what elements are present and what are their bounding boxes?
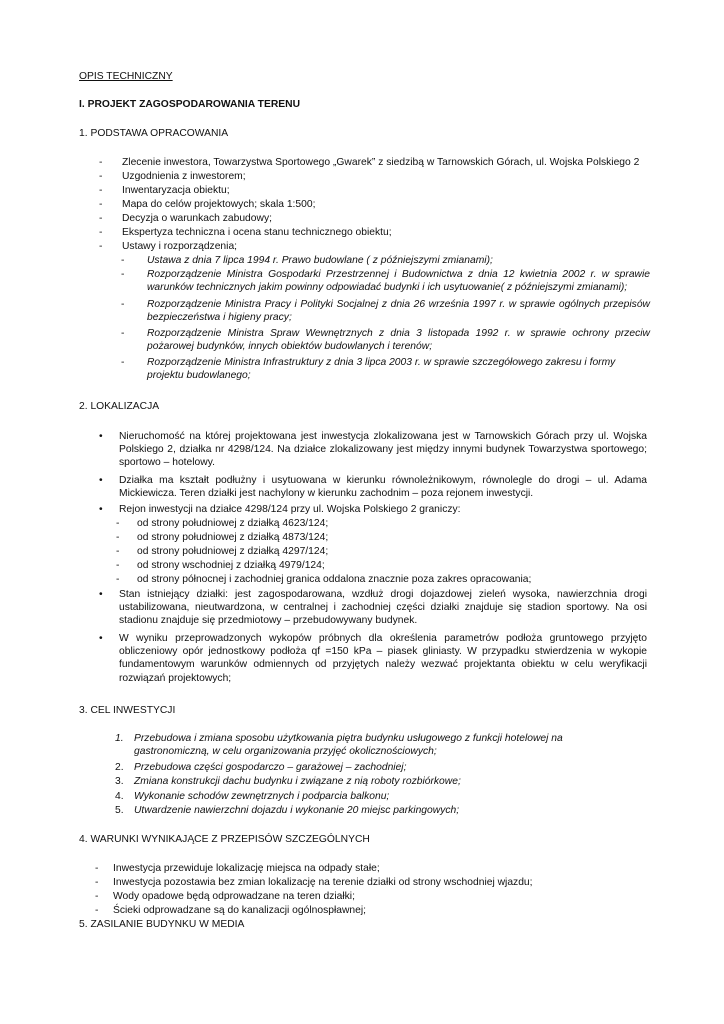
list-item-text: Inwentaryzacja obiektu; — [122, 185, 230, 196]
item-number: 3. — [115, 776, 124, 787]
section-1-heading: 1. PODSTAWA OPRACOWANIA — [79, 128, 229, 139]
dash-marker: - — [116, 518, 120, 529]
part-title: I. PROJEKT ZAGOSPODAROWANIA TERENU — [79, 99, 301, 110]
border-item-text: od strony wschodniej z działką 4979/124; — [137, 560, 325, 571]
dash-marker: - — [121, 357, 125, 368]
item-number: 1. — [115, 733, 124, 744]
border-item-text: od strony południowej z działką 4623/124; — [137, 518, 329, 529]
dash-marker: - — [116, 532, 120, 543]
list-item-text: Ustawa z dnia 7 lipca 1994 r. Prawo budowlane ( z późniejszymi zmianami); — [147, 255, 493, 266]
list-item-text: Uzgodnienia z inwestorem; — [122, 171, 246, 182]
list-item-text: Ścieki odprowadzane są do kanalizacji ogólnospławnej; — [113, 905, 367, 916]
border-item-text: od strony południowej z działką 4297/124; — [137, 546, 329, 557]
dash-marker: - — [116, 560, 120, 571]
list-item-text: Przebudowa i zmiana sposobu użytkowania piętra budynku usługowego z funkcji hotelowej na gastronomiczną, w celu organizowania przyjęć okolicznościowych; — [134, 733, 563, 758]
section-3-heading: 3. CEL INWESTYCJI — [79, 705, 176, 716]
dash-marker: - — [95, 905, 99, 916]
dash-marker: - — [121, 299, 125, 310]
list-item-text: Rozporządzenie Ministra Pracy i Polityki Socjalnej z dnia 26 września 1997 r. w sprawie ogólnych przepisów bezpieczeństwa i higieny pracy; — [147, 299, 650, 324]
bullet-marker: • — [99, 475, 103, 486]
dash-marker: - — [99, 185, 103, 196]
dash-marker: - — [99, 171, 103, 182]
dash-marker: - — [95, 891, 99, 902]
list-item-text: Przebudowa części gospodarczo – garażowej – zachodniej; — [134, 762, 407, 773]
section-2-heading: 2. LOKALIZACJA — [79, 401, 160, 412]
list-item-text: Inwestycja przewiduje lokalizację miejsca na odpady stałe; — [113, 863, 380, 874]
dash-marker: - — [121, 255, 125, 266]
item-number: 2. — [115, 762, 124, 773]
dash-marker: - — [116, 546, 120, 557]
list-item-text: Ustawy i rozporządzenia; — [122, 241, 238, 252]
bullet-marker: • — [99, 633, 103, 644]
list-item-text: Utwardzenie nawierzchni dojazdu i wykonanie 20 miejsc parkingowych; — [134, 805, 460, 816]
border-item-text: od strony południowej z działką 4873/124; — [137, 532, 329, 543]
list-item-text: Rozporządzenie Ministra Infrastruktury z dnia 3 lipca 2003 r. w sprawie szczegółowego zakresu i formy projektu budowlanego; — [147, 357, 616, 382]
list-item-text: Ekspertyza techniczna i ocena stanu technicznego obiektu; — [122, 227, 392, 238]
dash-marker: - — [99, 199, 103, 210]
list-item-text: W wyniku przeprowadzonych wykopów próbnych dla określenia parametrów podłoża gruntowego przyjęto obliczeniowy opór jednostkowy podłoża qf =150 kPa – piasek gliniasty. W przypadku stwierdzenia w wykopie fundamentowym warunków odmiennych od przyjętych należy wezwać projektanta obiektu w celu weryfikacji rozwiązań projektowych; — [119, 633, 647, 684]
list-item-text: Stan istniejący działki: jest zagospodarowana, wzdłuż drogi dojazdowej zieleń wysoka, nawierzchnia drogi ustabilizowana, nieutwardzona, w centralnej i zachodniej części działki znajduje się stadion sportowy. Na osi stadionu znajduje się przedmiotowy – przebudowywany budynek. — [119, 589, 647, 627]
bullet-marker: • — [99, 504, 103, 515]
list-item-text: Wykonanie schodów zewnętrznych i podparcia balkonu; — [134, 791, 390, 802]
item-number: 4. — [115, 791, 124, 802]
dash-marker: - — [99, 157, 103, 168]
dash-marker: - — [99, 227, 103, 238]
list-item-text: Wody opadowe będą odprowadzane na teren działki; — [113, 891, 355, 902]
list-item-text: Zlecenie inwestora, Towarzystwa Sportowego „Gwarek” z siedzibą w Tarnowskich Górach, ul. Wojska Polskiego 2 — [122, 157, 640, 168]
list-item-text: Inwestycja pozostawia bez zmian lokalizację na terenie działki od strony wschodniej wjazdu; — [113, 877, 533, 888]
dash-marker: - — [121, 269, 125, 280]
border-item-text: od strony północnej i zachodniej granica oddalona znacznie poza zakres opracowania; — [137, 574, 532, 585]
list-item-text: Rozporządzenie Ministra Gospodarki Przestrzennej i Budownictwa z dnia 12 kwietnia 2002 r. w sprawie warunków technicznych jakim powinny odpowiadać budynki i ich usytuowanie( z późniejszymi zmianami); — [147, 269, 650, 294]
section-5-heading: 5. ZASILANIE BUDYNKU W MEDIA — [79, 919, 245, 930]
dash-marker: - — [99, 213, 103, 224]
list-item-text: Nieruchomość na której projektowana jest inwestycja zlokalizowana jest w Tarnowskich Górach przy ul. Wojska Polskiego 2, działka nr 4298/124. Na działce zlokalizowany jest między innymi budynek Towarzystwa sportowego; sportowo – hotelowy. — [119, 431, 647, 469]
list-item-text: Mapa do celów projektowych; skala 1:500; — [122, 199, 316, 210]
item-number: 5. — [115, 805, 124, 816]
bullet-marker: • — [99, 431, 103, 442]
dash-marker: - — [121, 328, 125, 339]
bullet-marker: • — [99, 589, 103, 600]
dash-marker: - — [116, 574, 120, 585]
section-4-heading: 4. WARUNKI WYNIKAJĄCE Z PRZEPISÓW SZCZEGÓLNYCH — [79, 834, 370, 845]
dash-marker: - — [95, 877, 99, 888]
list-item-text: Decyzja o warunkach zabudowy; — [122, 213, 272, 224]
dash-marker: - — [95, 863, 99, 874]
list-item-text: Rozporządzenie Ministra Spraw Wewnętrznych z dnia 3 listopada 1992 r. w sprawie ochrony przeciw pożarowej budynków, innych obiektów budowlanych i terenów; — [147, 328, 650, 353]
document-title: OPIS TECHNICZNY — [79, 71, 173, 82]
list-item-text: Działka ma kształt podłużny i usytuowana w kierunku równoleżnikowym, równolegle do drogi – ul. Adama Mickiewicza. Teren działki jest nachylony w kierunku zachodnim – poza rejonem inwestycji. — [119, 475, 647, 500]
list-item-text: Zmiana konstrukcji dachu budynku i związane z nią roboty rozbiórkowe; — [134, 776, 461, 787]
list-item-text: Rejon inwestycji na działce 4298/124 przy ul. Wojska Polskiego 2 graniczy: — [119, 504, 461, 515]
dash-marker: - — [99, 241, 103, 252]
